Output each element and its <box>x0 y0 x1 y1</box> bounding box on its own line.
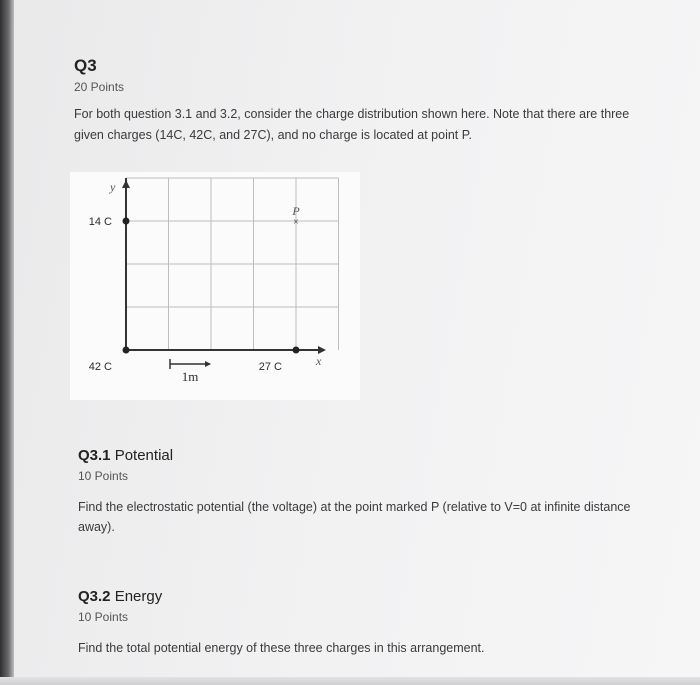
point-p-marker: × <box>293 217 299 228</box>
q3-1-heading <box>78 447 173 464</box>
charge-42c-label: 42 C <box>88 361 112 373</box>
photo-edge-left <box>0 0 14 685</box>
q3-2-number: Q3.2 <box>78 588 111 605</box>
photo-edge-bottom <box>0 677 700 685</box>
charge-grid-svg <box>70 172 360 400</box>
point-p-label: P <box>292 204 300 218</box>
y-axis-label: y <box>110 180 116 194</box>
charge-27c-dot <box>293 347 300 354</box>
q3-1-number: Q3.1 <box>78 447 111 464</box>
q3-1-points: 10 Points <box>78 469 129 483</box>
question-title: Q3 <box>74 56 97 75</box>
scale-bar-label: 1m <box>181 369 199 384</box>
q3-2-text: Find the total potential energy of these three charges in this arrangement. <box>78 641 485 655</box>
question-description: For both question 3.1 and 3.2, consider the charge distribution shown here. Note that there are three given charges (14C, 42C, and 27C), and no charge is located at point P. <box>74 107 630 142</box>
charge-42c-dot <box>123 347 130 354</box>
x-axis-label: x <box>316 354 322 368</box>
question-points: 20 Points <box>74 80 125 94</box>
charge-distribution-figure <box>70 172 360 400</box>
q3-2-heading <box>78 588 162 605</box>
charge-14c-dot <box>123 218 130 225</box>
charge-14c-label: 14 C <box>88 216 112 228</box>
q3-2-title: Energy <box>114 588 163 605</box>
charge-27c-label: 27 C <box>258 361 282 373</box>
q3-1-title: Potential <box>114 447 174 464</box>
q3-1-text: Find the electrostatic potential (the voltage) at the point marked P (relative to V=0 at infinite distance away). <box>78 500 631 534</box>
q3-2-points: 10 Points <box>78 610 129 624</box>
